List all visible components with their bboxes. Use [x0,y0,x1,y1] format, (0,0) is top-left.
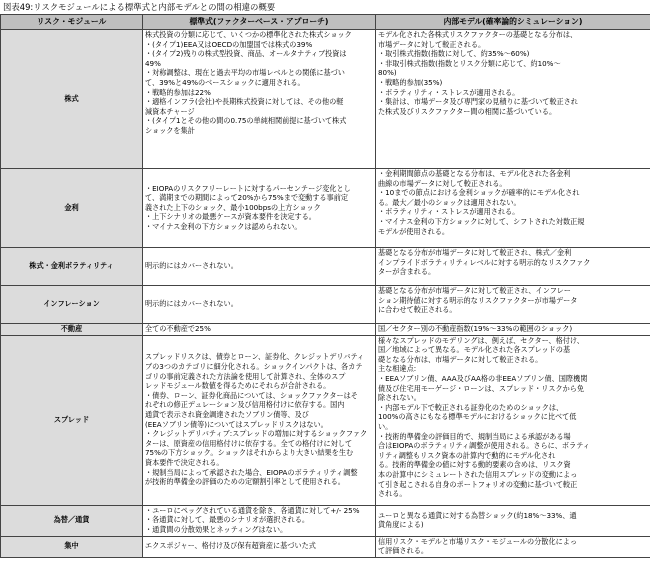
cell-text-line: ・ボラティリティ・ストレスが適用される。 [378,87,520,97]
cell-text-line: る。最大／最小のショックは適用されない。 [378,197,521,207]
cell-text-line: レッドモジュール数値を得るためにそれらが合計される。 [145,381,331,391]
cell-text-line: モデルが使用される。 [378,226,450,236]
cell-text-line: ・ユーロにペッグされている通貨を除き、各通貨に対して+/- 25% [145,505,360,515]
internal-cell [376,335,650,505]
cell-text-line: て引き起こされる自身のポートフォリオの変動に基づいて較正 [378,479,578,489]
table-body [1,30,650,558]
cell-text-line: ユーロと異なる通貨に対する為替ショック(約18%～33%、通 [378,510,577,520]
comparison-table [0,14,650,558]
cell-text-line: 曲線の市場データに対して較正される。 [378,178,507,188]
cell-text-line: 資本要件で決定される。 [145,457,224,467]
internal-cell [376,248,650,286]
internal-cell [376,286,650,324]
internal-cell [376,505,650,536]
row-label: 金利 [1,169,143,248]
table-row [1,335,650,505]
table-row [1,248,650,286]
standard-cell [143,286,376,324]
table-row [1,169,650,248]
cell-text-line: 貨角度による) [378,520,424,530]
cell-text-line: ・EEAソブリン債、AAA及びAA格の非EEAソブリン債、国際機関 [378,373,588,383]
row-label: 集中 [1,536,143,557]
row-label: 株式・金利ボラティリティ [1,248,143,286]
cell-text-line: 株式投資の分類に応じて、いくつかの標準化された株式ショック [145,30,352,39]
header-standard-formula: 標準式(ファクターベース・アプローチ) [143,15,376,30]
standard-cell [143,505,376,536]
cell-text-line: (EEAソブリン債等)についてはスプレッドリスクはない。 [145,419,328,429]
cell-text-line: 明示的にはカバーされない。 [145,299,238,309]
standard-cell [143,536,376,557]
cell-text-line: た株式及びリスクファクター間の相関に基づいている。 [378,106,557,116]
cell-text-line: ション期待値に対する明示的なリスクファクターが市場データ [378,295,578,305]
cell-text-line: ・非取引株式指数(指数とリスク分類に応じて、約10%～ [378,58,561,68]
row-label: スプレッド [1,335,143,505]
cell-text-line: 債及び住宅用モーゲージ・ローンは、スプレッド・リスクから免 [378,383,585,393]
cell-text-line: 100%の高さにもなる標準モデルにおけるショックに比べて低 [378,412,577,422]
cell-text-line: 義された上下のショック、最小100bpsの上方ショック [145,202,321,212]
standard-cell [143,169,376,248]
cell-text-line: 国／セクター別の不動産指数(19%～33%の範囲のショック) [378,324,573,333]
cell-text-line: ・(タイプ2)残りの株式型投資、商品、オールタナティブ投資は [145,49,347,59]
cell-text-line: ターが含まれる。 [378,267,436,277]
cell-text-line: ・上下シナリオの最悪ケースが資本要件を決定する。 [145,212,316,222]
cell-text-line: ・取引株式指数(指数に対して、約35%～60%) [378,49,530,59]
cell-text-line: ・集計は、市場データ及び専門家の見積りに基づいて較正され [378,97,578,107]
cell-text-line: ・適格インフラ(会社)や長期株式投資に対しては、その他の軽 [145,97,344,107]
cell-text-line: される。 [378,489,407,499]
cell-text-line: ターは、原資産の信用格付けに依存する。全ての格付けに対して [145,438,353,448]
cell-text-line: 49% [145,58,161,68]
cell-text-line: ・規制当局によって承認された場合、EIOPAのボラティリティ調整 [145,467,358,477]
cell-text-line: 主な相違点: [378,364,417,374]
cell-text-line: リティ調整もリスク資本の計算内で動的にモデル化され [378,450,556,460]
cell-text-line: 75%の下方ショック。ショックはそれからより大きい結果を生む [145,448,354,458]
table-header-row [1,15,650,30]
cell-text-line: る。技術的準備金の値に対する動的要素の含めは、リスク資 [378,460,571,470]
cell-text-line: 80%) [378,68,397,78]
cell-text-line: て、39%と49%のベースショックに適用される。 [145,77,305,87]
cell-text-line: ・内部モデル下で較正される証券化のためのショックは、 [378,402,564,412]
standard-cell [143,324,376,336]
cell-text-line: 基礎となる分布が市場データに対して較正され、株式／金利 [378,248,572,257]
cell-text-line: ・EIOPAのリスクフリーレートに対するパーセンテージ変化とし [145,183,351,193]
cell-text-line: ショックを集計 [145,125,195,135]
standard-cell [143,30,376,169]
cell-text-line: が技術的準備金の評価のための定額割引率として使用される。 [145,477,345,487]
cell-text-line: ・クレジットデリバティブ:スプレッドの増加に対するショックファク [145,429,368,439]
cell-text-line: ・各通貨に対して、最悪のシナリオが選択される。 [145,515,310,525]
cell-text-line: ・10までの節点における金利ショックが確率的にモデル化され [378,188,580,198]
cell-text-line: 信用リスク・モデルと市場リスク・モジュールの分散化によっ [378,536,578,546]
cell-text-line: 市場データに対して較正される。 [378,39,486,49]
header-internal-model: 内部モデル(確率論的シミュレーション) [376,15,650,30]
cell-text-line: て評価される。 [378,546,428,556]
row-label: インフレーション [1,286,143,324]
cell-text-line: ・マイナス金利の下方ショックに対して、シフトされた対数正規 [378,216,585,226]
cell-text-line: ・技術的準備金の評価目的で、規制当局による承認がある場 [378,431,571,441]
cell-text-line: 明示的にはカバーされない。 [145,261,238,271]
internal-cell [376,169,650,248]
table-row [1,505,650,536]
cell-text-line: ・マイナス金利の下方ショックは認められない。 [145,221,302,231]
row-label: 不動産 [1,324,143,336]
standard-cell [143,335,376,505]
cell-text-line: 全ての不動産で25% [145,324,211,333]
table-row [1,536,650,557]
cell-text-line: て、満期までの期間によって20%から75%まで変動する事前定 [145,193,348,203]
cell-text-line: インプライドボラティリティレベルに対する明示的なリスクファク [378,257,591,267]
cell-text-line: れぞれの修正デュレーション及び信用格付けに依存する。国内 [145,400,345,410]
table-row [1,30,650,169]
cell-text-line: 基礎となる分布が市場データに対して較正され、インフレー [378,286,571,295]
cell-text-line: 様々なスプレッドのモデリングは、例えば、セクター、格付け、 [378,335,584,345]
cell-text-line: ブの3つのカテゴリに細分化される。ショックインパクトは、各カテ [145,362,363,372]
table-row [1,286,650,324]
cell-text-line: ・債券、ローン、証券化商品については、ショックファクターはそ [145,390,358,400]
table-row [1,324,650,336]
cell-text-line: ・戦略的参加(35%) [378,77,443,87]
row-label: 為替／通貨 [1,505,143,536]
header-risk-module: リスク・モジュール [1,15,143,30]
cell-text-line: 通貨で表示され資金調達されたソブリン債等、及び [145,410,309,419]
cell-text-line: に合わせて較正される。 [378,305,457,315]
cell-text-line: ・対称調整は、現在と過去平均の市場レベルとの関係に基づい [145,68,345,78]
cell-text-line: スプレッドリスクは、債券とローン、証券化、クレジットデリバティ [145,352,365,362]
cell-text-line: 礎となる分布は、市場データに対して較正される。 [378,354,543,364]
cell-text-line: 除されない。 [378,393,421,403]
standard-cell [143,248,376,286]
cell-text-line: ・通貨間の分散効果とネッティングはない。 [145,524,288,534]
cell-text-line: 減資本チャージ [145,106,195,116]
internal-cell [376,324,650,336]
cell-text-line: 本の計算中にシミュレートされた信用スプレッドの変動によっ [378,469,578,479]
row-label: 株式 [1,30,143,169]
cell-text-line: い。 [378,421,393,431]
cell-text-line: ・(タイプ1とその他の間の0.75の単純相関前提に基づいて株式 [145,116,347,126]
cell-text-line: 合はEIOPAのボラティリティ調整が使用される。さらに、ボラティ [378,441,590,451]
figure-caption: 図表49:リスクモジュールによる標準式と内部モデルとの間の相違の概要 [3,2,276,12]
cell-text-line: ・金利期間節点の基礎となる分布は、モデル化された各金利 [378,169,571,178]
cell-text-line: ・戦略的参加は22% [145,87,211,97]
cell-text-line: ・ボラティリティ・ストレスが適用される。 [378,207,520,217]
cell-text-line: ゴリの事前定義された方法論を使用して計算され、全体のスプ [145,371,346,381]
internal-cell [376,30,650,169]
cell-text-line: モデル化された各株式リスクファクターの基礎となる分布は、 [378,30,578,39]
internal-cell [376,536,650,557]
cell-text-line: ・(タイプ1)EEA又はOECDの加盟国では株式の39% [145,39,313,49]
cell-text-line: 国／地域によって異なる。モデル化された各スプレッドの基 [378,345,571,355]
cell-text-line: エクスポジャー、格付け及び保有超資産に基づいた式 [145,541,316,551]
